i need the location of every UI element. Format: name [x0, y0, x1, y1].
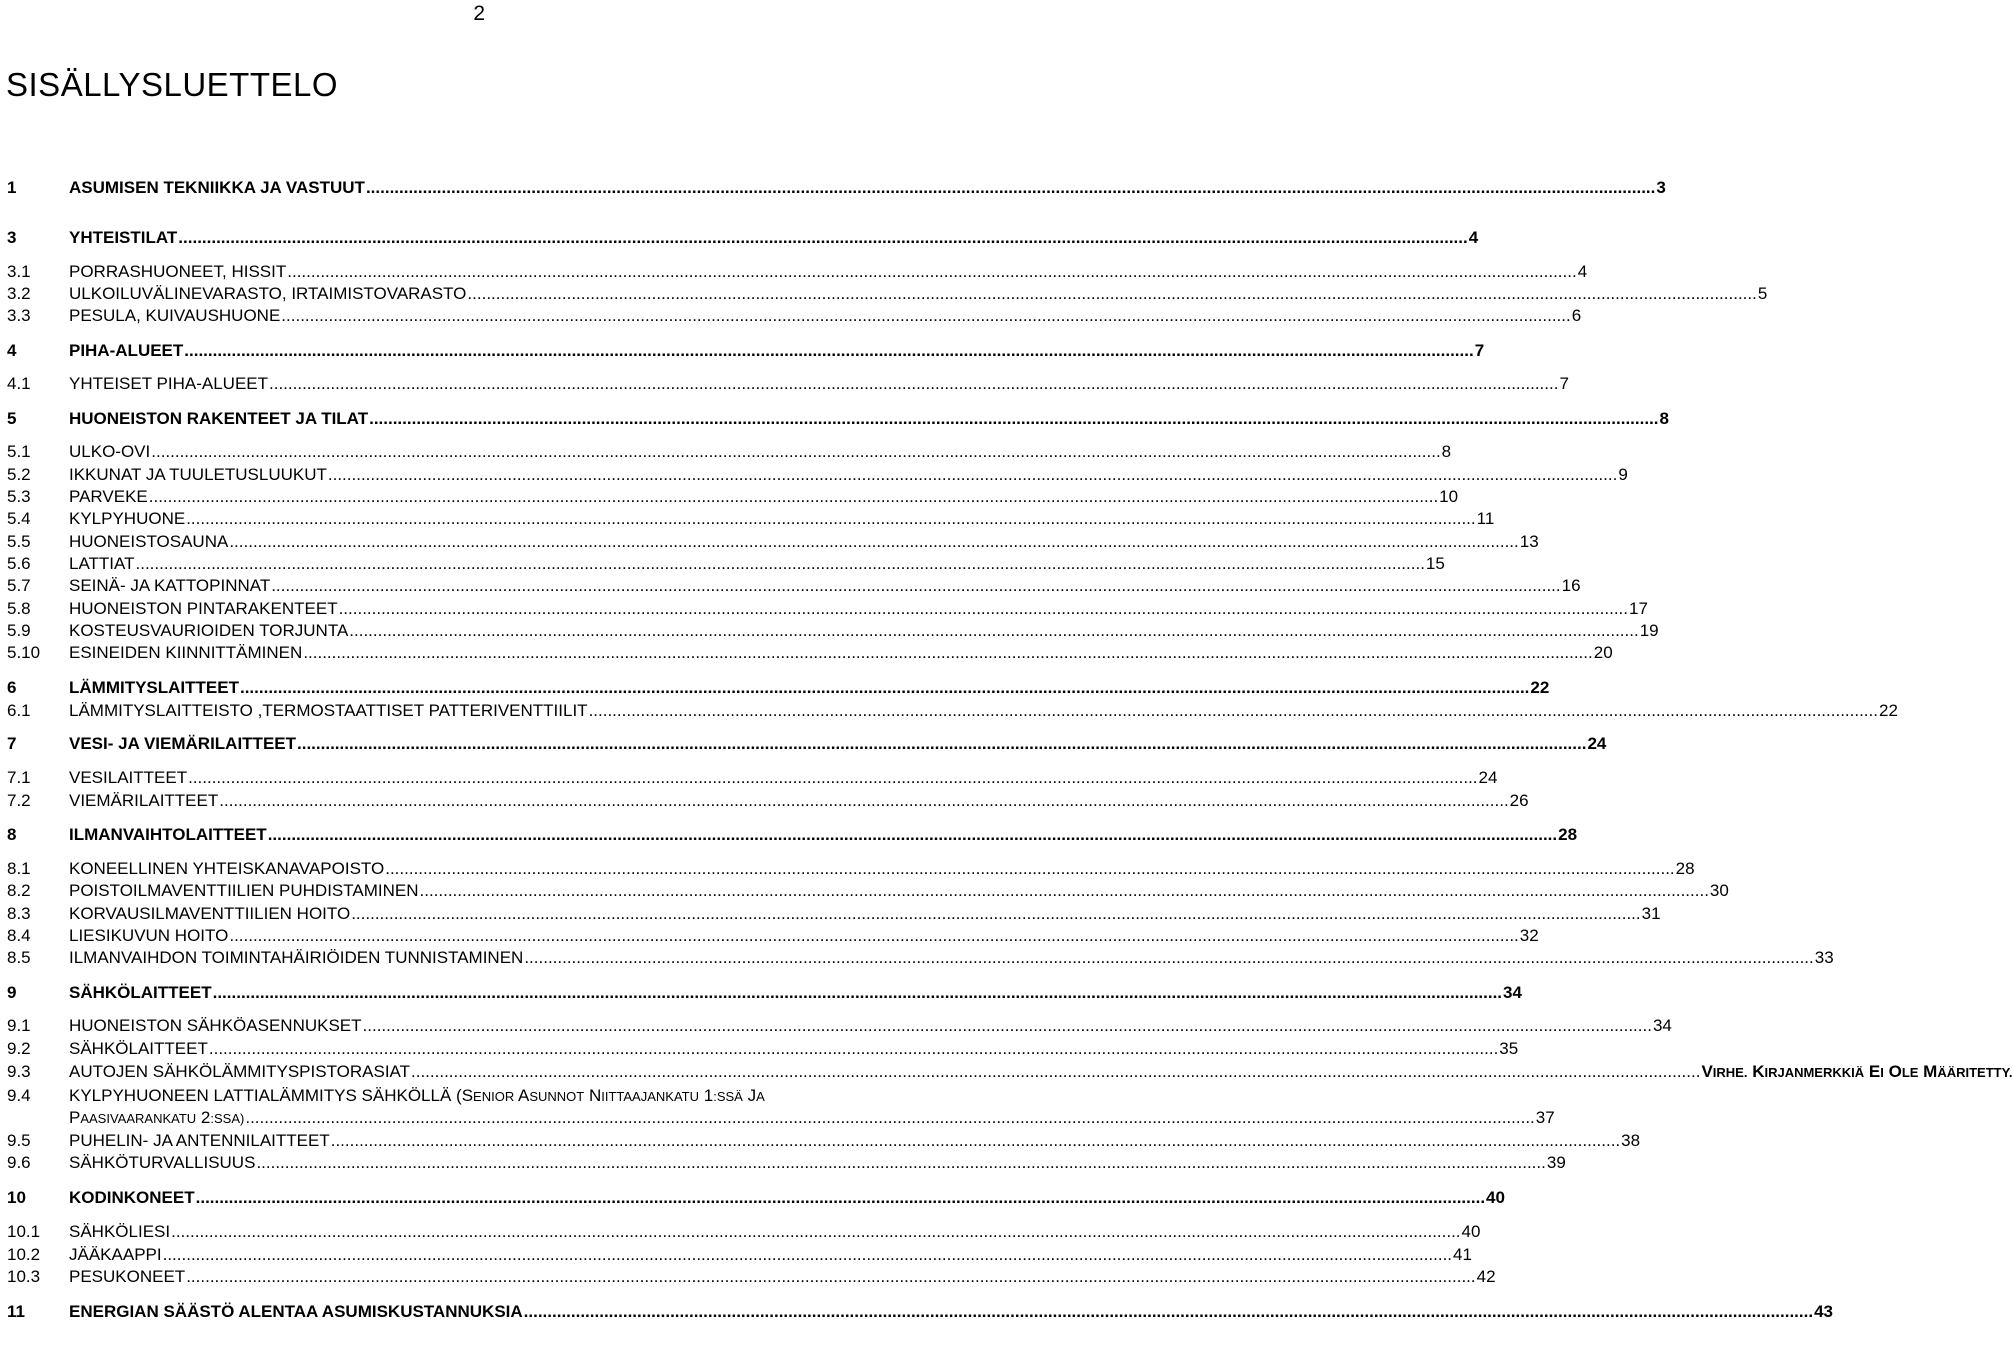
toc-dot-leader — [303, 643, 1592, 663]
toc-entry-text: JÄÄKAAPPI — [69, 1245, 162, 1264]
toc-page-number: 22 — [1878, 701, 1898, 720]
toc-page-number: 15 — [1425, 554, 1445, 573]
toc-entry[interactable] — [7, 701, 1898, 721]
toc-page-number: 42 — [1476, 1267, 1496, 1286]
toc-dot-leader — [163, 1245, 1452, 1265]
toc-entry-number: 10.3 — [7, 1267, 41, 1286]
toc-page-number: 8 — [1659, 409, 1669, 428]
toc-entry-text: SÄHKÖLAITTEET — [69, 1039, 208, 1058]
toc-entry[interactable] — [7, 1016, 1672, 1036]
toc-entry[interactable] — [7, 341, 1485, 361]
toc-page-number: 7 — [1559, 374, 1569, 393]
toc-page-number: 4 — [1468, 228, 1479, 247]
toc-dot-leader — [256, 1153, 1545, 1173]
toc-entry-text: SÄHKÖLAITTEET — [69, 983, 212, 1002]
toc-dot-leader — [184, 341, 1473, 361]
toc-entry-text: VIEMÄRILAITTEET — [69, 791, 219, 810]
toc-entry[interactable] — [7, 1062, 2012, 1083]
toc-page-number: 17 — [1629, 599, 1648, 618]
toc-entry-text: PESUKONEET — [69, 1267, 186, 1286]
toc-entry-number: 5.6 — [7, 554, 31, 573]
toc-dot-leader — [151, 442, 1440, 462]
toc-page-number: 24 — [1587, 734, 1607, 753]
toc-entry-number: 8.5 — [7, 948, 31, 967]
toc-entry[interactable] — [7, 1153, 1566, 1173]
toc-entry-number: 4.1 — [7, 374, 31, 393]
toc-entry-number: 10 — [7, 1188, 26, 1207]
toc-entry-number: 11 — [7, 1302, 25, 1321]
toc-entry-number: 5.1 — [7, 442, 31, 461]
toc-dot-leader — [420, 881, 1709, 901]
toc-entry-number: 9.1 — [7, 1016, 31, 1035]
toc-entry-number: 5.4 — [7, 509, 31, 528]
toc-page-number: 6 — [1571, 306, 1582, 325]
toc-entry-text: HUONEISTON RAKENTEET JA TILAT — [69, 409, 369, 428]
toc-page-number: 30 — [1709, 881, 1729, 900]
toc-entry[interactable] — [7, 465, 1628, 485]
toc-entry[interactable] — [7, 409, 1669, 429]
toc-dot-leader — [219, 791, 1508, 811]
toc-page-number: 40 — [1486, 1188, 1505, 1207]
toc-entry-number: 8.2 — [7, 881, 31, 900]
toc-dot-leader — [328, 465, 1617, 485]
toc-entry-number: 3.1 — [7, 262, 31, 281]
toc-dot-leader — [366, 178, 1655, 198]
toc-dot-leader — [209, 1039, 1498, 1059]
toc-dot-leader — [271, 576, 1560, 596]
toc-dot-leader — [411, 1062, 1700, 1082]
toc-entry-text: YHTEISTILAT — [69, 228, 178, 247]
toc-entry-number: 3 — [7, 228, 17, 247]
toc-dot-leader — [363, 1016, 1652, 1036]
toc-entry-number: 8.4 — [7, 926, 31, 945]
toc-dot-leader — [385, 859, 1674, 879]
toc-entry[interactable] — [7, 859, 1695, 879]
toc-entry-number: 9 — [7, 983, 17, 1002]
toc-entry-text: ENERGIAN SÄÄSTÖ ALENTAA ASUMISKUSTANNUKSIA — [69, 1302, 523, 1321]
page-title: SISÄLLYSLUETTELO — [6, 66, 339, 103]
toc-entry-text: KONEELLINEN YHTEISKANAVAPOISTO — [69, 859, 385, 878]
toc-dot-leader — [186, 1267, 1475, 1287]
toc-entry-text: KYLPYHUONE — [69, 509, 186, 528]
toc-page-number: 33 — [1814, 948, 1834, 967]
toc-entry-text: ILMANVAIHDON TOIMINTAHÄIRIÖIDEN TUNNISTAMINEN — [69, 948, 524, 967]
toc-entry-number: 7.1 — [7, 768, 31, 787]
toc-entry[interactable] — [7, 532, 1539, 552]
toc-dot-leader — [245, 1108, 1534, 1128]
toc-page-number: 35 — [1499, 1039, 1519, 1058]
toc-entry[interactable] — [7, 554, 1445, 574]
toc-entry-number: 4 — [7, 341, 17, 360]
toc-entry[interactable] — [7, 983, 1522, 1003]
toc-page-number: 37 — [1535, 1108, 1555, 1127]
toc-page-number: 38 — [1621, 1131, 1641, 1150]
toc-dot-leader — [268, 825, 1557, 845]
toc-entry-text: VESILAITTEET — [69, 768, 188, 787]
toc-dot-leader — [467, 284, 1756, 304]
toc-entry-number: 5.10 — [7, 643, 41, 662]
toc-dot-leader — [369, 409, 1658, 429]
toc-entry[interactable] — [7, 1302, 1833, 1322]
toc-entry[interactable] — [7, 768, 1498, 788]
toc-entry[interactable] — [7, 1086, 957, 1107]
toc-dot-leader — [136, 554, 1425, 574]
toc-dot-leader — [339, 599, 1628, 619]
toc-entry[interactable] — [7, 678, 1550, 698]
toc-dot-leader — [287, 262, 1576, 282]
toc-dot-leader — [171, 1222, 1460, 1242]
toc-dot-leader — [349, 621, 1638, 641]
toc-entry-text: SEINÄ- JA KATTOPINNAT — [69, 576, 271, 595]
toc-page-number: 16 — [1561, 576, 1581, 595]
toc-entry[interactable] — [7, 178, 1666, 198]
toc-page-number: 20 — [1593, 643, 1613, 662]
toc-entry-number: 7 — [7, 734, 17, 753]
toc-dot-leader — [178, 228, 1467, 248]
toc-page-number: 5 — [1757, 284, 1768, 303]
toc-entry-text: PESULA, KUIVAUSHUONE — [69, 306, 281, 325]
toc-entry-number: 5.2 — [7, 465, 31, 484]
toc-entry[interactable] — [7, 734, 1607, 754]
toc-dot-leader — [149, 487, 1438, 507]
toc-error-message: VIRHE. KIRJANMERKKIÄ EI OLE MÄÄRITETTY. — [1701, 1062, 2012, 1081]
toc-page-number: 3 — [1656, 178, 1666, 197]
toc-entry-text: KOSTEUSVAURIOIDEN TORJUNTA — [69, 621, 349, 640]
toc-entry-text: SÄHKÖTURVALLISUUS — [69, 1153, 256, 1172]
toc-entry-number: 6 — [7, 678, 17, 697]
toc-entry-number: 6.1 — [7, 701, 31, 720]
toc-page-number: 40 — [1461, 1222, 1481, 1241]
toc-dot-leader — [331, 1131, 1620, 1151]
toc-entry[interactable] — [7, 576, 1581, 596]
toc-entry[interactable] — [7, 1131, 1641, 1151]
toc-entry-number: 8.3 — [7, 904, 31, 923]
toc-entry[interactable] — [7, 262, 1588, 282]
toc-entry-number: 8.1 — [7, 859, 31, 878]
toc-entry[interactable] — [7, 228, 1479, 248]
toc-entry[interactable] — [7, 643, 1613, 663]
toc-entry-text: LÄMMITYSLAITTEISTO ,TERMOSTAATTISET PATTERIVENTTIILIT — [69, 701, 588, 720]
toc-dot-leader — [297, 734, 1586, 754]
toc-entry-number: 9.4 — [7, 1086, 31, 1105]
toc-entry[interactable] — [7, 374, 1569, 394]
toc-entry-text: KORVAUSILMAVENTTIILIEN HOITO — [69, 904, 351, 923]
toc-entry[interactable] — [7, 306, 1582, 326]
toc-entry-number: 9.5 — [7, 1131, 31, 1150]
toc-dot-leader — [229, 532, 1518, 552]
toc-entry[interactable] — [7, 948, 1834, 968]
toc-dot-leader — [229, 926, 1518, 946]
toc-entry-number: 10.2 — [7, 1245, 41, 1264]
toc-page-number: 11 — [1476, 509, 1495, 528]
toc-entry-number: 7.2 — [7, 791, 31, 810]
toc-entry[interactable] — [7, 487, 1459, 507]
toc-entry-number: 9.6 — [7, 1153, 31, 1172]
toc-entry[interactable] — [7, 1245, 1472, 1265]
toc-entry[interactable] — [7, 1267, 1496, 1287]
toc-entry-text: PIHA-ALUEET — [69, 341, 184, 360]
toc-page-number: 43 — [1814, 1302, 1833, 1321]
toc-entry-text: ULKO-OVI — [69, 442, 151, 461]
toc-page-number: 28 — [1558, 825, 1578, 844]
toc-entry-number: 9.2 — [7, 1039, 31, 1058]
toc-page-number: 32 — [1519, 926, 1539, 945]
toc-page-number: 34 — [1652, 1016, 1672, 1035]
toc-entry-number: 8 — [7, 825, 17, 844]
toc-dot-leader — [213, 983, 1502, 1003]
toc-dot-leader — [589, 701, 1878, 721]
toc-page-number: 28 — [1675, 859, 1695, 878]
toc-dot-leader — [281, 306, 1570, 326]
toc-dot-leader — [240, 678, 1529, 698]
toc-entry-number: 5.5 — [7, 532, 31, 551]
toc-entry-text: PARVEKE — [69, 487, 148, 506]
toc-dot-leader — [269, 374, 1558, 394]
toc-entry-text: HUONEISTON SÄHKÖASENNUKSET — [69, 1016, 362, 1035]
toc-page-number: 10 — [1439, 487, 1459, 506]
toc-entry-text: ASUMISEN TEKNIIKKA JA VASTUUT — [69, 178, 365, 197]
toc-entry-text: SÄHKÖLIESI — [69, 1222, 171, 1241]
toc-entry-number: 3.3 — [7, 306, 31, 325]
toc-entry-number: 5.8 — [7, 599, 31, 618]
toc-entry-text: LIESIKUVUN HOITO — [69, 926, 229, 945]
toc-entry-number: 5 — [7, 409, 17, 428]
toc-entry[interactable] — [7, 442, 1452, 462]
toc-entry-text: ESINEIDEN KIINNITTÄMINEN — [69, 643, 303, 662]
toc-entry-text: KODINKONEET — [69, 1188, 195, 1207]
toc-entry[interactable] — [7, 621, 1659, 641]
toc-entry[interactable] — [7, 1039, 1519, 1059]
toc-entry-text: PUHELIN- JA ANTENNILAITTEET — [69, 1131, 330, 1150]
toc-dot-leader — [524, 948, 1813, 968]
toc-page-number: 41 — [1453, 1245, 1472, 1264]
toc-page-number: 4 — [1577, 262, 1588, 281]
toc-entry-text: IKKUNAT JA TUULETUSLUUKUT — [69, 465, 327, 484]
toc-entry-text: PAASIVAARANKATU 2:SSA) — [69, 1108, 245, 1127]
toc-page-number: 31 — [1641, 904, 1661, 923]
toc-entry-text: ILMANVAIHTOLAITTEET — [69, 825, 267, 844]
toc-entry-number: 5.9 — [7, 621, 31, 640]
toc-entry-text: VESI- JA VIEMÄRILAITTEET — [69, 734, 297, 753]
toc-page-number: 9 — [1618, 465, 1628, 484]
toc-entry-text: HUONEISTOSAUNA — [69, 532, 229, 551]
toc-dot-leader — [351, 904, 1640, 924]
toc-entry[interactable] — [7, 599, 1648, 619]
toc-entry-text: LÄMMITYSLAITTEET — [69, 678, 239, 697]
toc-entry-number: 10.1 — [7, 1222, 41, 1241]
toc-entry-number: 1 — [7, 178, 17, 197]
toc-dot-leader — [524, 1302, 1813, 1322]
toc-entry[interactable] — [7, 881, 1729, 901]
toc-entry-number: 5.7 — [7, 576, 31, 595]
page-number: 2 — [473, 2, 485, 25]
toc-page-number: 8 — [1441, 442, 1452, 461]
toc-page-number: 26 — [1509, 791, 1529, 810]
toc-entry-text: LATTIAT — [69, 554, 135, 573]
toc-page-number: 13 — [1519, 532, 1539, 551]
toc-entry-text: ULKOILUVÄLINEVARASTO, IRTAIMISTOVARASTO — [69, 284, 467, 303]
toc-entry-text: KYLPYHUONEEN LATTIALÄMMITYS SÄHKÖLLÄ (SENIOR ASUNNOT NIITTAAJANKATU 1:SSÄ JA — [69, 1086, 765, 1105]
toc-entry[interactable] — [7, 1222, 1481, 1242]
toc-page-number: 34 — [1503, 983, 1522, 1002]
toc-page-number: 39 — [1546, 1153, 1566, 1172]
toc-dot-leader — [188, 768, 1477, 788]
toc-entry-number: 3.2 — [7, 284, 31, 303]
toc-page-number: 7 — [1474, 341, 1485, 360]
toc-entry[interactable] — [7, 791, 1529, 811]
toc-entry[interactable] — [7, 509, 1495, 529]
toc-page-number: 24 — [1478, 768, 1498, 787]
toc-entry-text: POISTOILMAVENTTIILIEN PUHDISTAMINEN — [69, 881, 419, 900]
toc-entry-text: HUONEISTON PINTARAKENTEET — [69, 599, 338, 618]
toc-page-number: 22 — [1530, 678, 1550, 697]
toc-entry-text: AUTOJEN SÄHKÖLÄMMITYSPISTORASIAT — [69, 1062, 411, 1081]
toc-entry[interactable] — [7, 926, 1539, 946]
toc-entry[interactable] — [69, 1108, 1555, 1129]
toc-entry-text: PORRASHUONEET, HISSIT — [69, 262, 287, 281]
toc-entry[interactable] — [7, 1188, 1505, 1208]
toc-dot-leader — [196, 1188, 1485, 1208]
toc-entry-number: 9.3 — [7, 1062, 31, 1081]
toc-entry[interactable] — [7, 825, 1578, 845]
toc-entry-number: 5.3 — [7, 487, 31, 506]
toc-dot-leader — [186, 509, 1475, 529]
toc-entry[interactable] — [7, 284, 1768, 304]
toc-entry[interactable] — [7, 904, 1661, 924]
toc-entry-text: YHTEISET PIHA-ALUEET — [69, 374, 269, 393]
toc-page-number: 19 — [1639, 621, 1659, 640]
